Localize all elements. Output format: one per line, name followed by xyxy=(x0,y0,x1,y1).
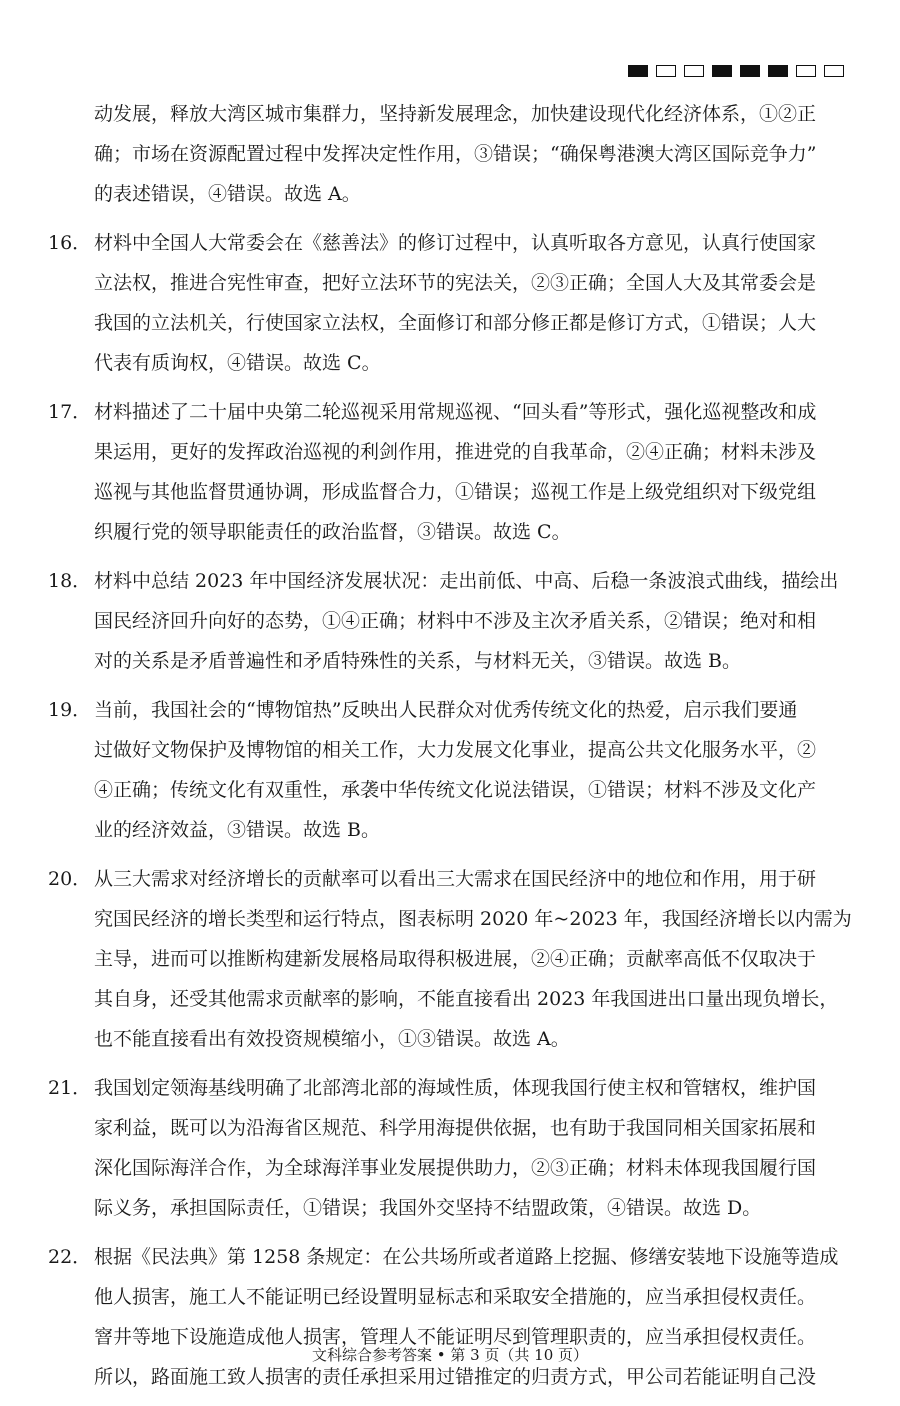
line-text: 立法权，推进合宪性审查，把好立法环节的宪法关，②③正确；全国人大及其常委会是 xyxy=(94,272,817,294)
text-line xyxy=(48,512,852,552)
text-line xyxy=(48,263,852,303)
line-text: 根据《民法典》第 1258 条规定：在公共场所或者道路上挖掘、修缮安装地下设施等造成 xyxy=(94,1246,839,1268)
line-text: 我国划定领海基线明确了北部湾北部的海域性质，体现我国行使主权和管辖权，维护国 xyxy=(94,1077,817,1099)
answer-paragraph xyxy=(48,690,852,850)
text-line xyxy=(48,979,852,1019)
text-line xyxy=(48,1188,852,1228)
line-text: 窨井等地下设施造成他人损害，管理人不能证明尽到管理职责的，应当承担侵权责任。 xyxy=(94,1326,817,1348)
answer-paragraph xyxy=(48,1068,852,1228)
header-mark-empty xyxy=(684,65,704,77)
line-text: 材料中总结 2023 年中国经济发展状况：走出前低、中高、后稳一条波浪式曲线，描绘出 xyxy=(94,570,839,592)
answer-paragraph xyxy=(48,392,852,552)
answer-paragraph-continued xyxy=(48,94,852,214)
line-text: 其自身，还受其他需求贡献率的影响，不能直接看出 2023 年我国进出口量出现负增长， xyxy=(94,988,839,1010)
line-text: 国民经济回升向好的态势，①④正确；材料中不涉及主次矛盾关系，②错误；绝对和相 xyxy=(94,610,817,632)
text-line xyxy=(48,1148,852,1188)
text-line xyxy=(48,1237,852,1277)
text-line xyxy=(48,770,852,810)
text-line xyxy=(48,392,852,432)
line-text: 代表有质询权，④错误。故选 C。 xyxy=(94,352,381,374)
line-text: 对的关系是矛盾普遍性和矛盾特殊性的关系，与材料无关，③错误。故选 B。 xyxy=(94,650,742,672)
answer-paragraph xyxy=(48,1237,852,1397)
text-line xyxy=(48,899,852,939)
text-line xyxy=(48,1277,852,1317)
text-line xyxy=(48,859,852,899)
line-text: 所以，路面施工致人损害的责任承担采用过错推定的归责方式，甲公司若能证明自己没 xyxy=(94,1366,817,1388)
answer-paragraph xyxy=(48,859,852,1059)
text-line xyxy=(48,561,852,601)
text-line xyxy=(48,223,852,263)
line-text: 过做好文物保护及博物馆的相关工作，大力发展文化事业，提高公共文化服务水平，② xyxy=(94,739,817,761)
question-number: 21． xyxy=(48,1077,92,1099)
header-mark-empty xyxy=(656,65,676,77)
text-line xyxy=(48,641,852,681)
text-line xyxy=(48,134,852,174)
line-text: 业的经济效益，③错误。故选 B。 xyxy=(94,819,381,841)
text-line xyxy=(48,730,852,770)
answer-paragraph xyxy=(48,561,852,681)
line-text: 主导，进而可以推断构建新发展格局取得积极进展，②④正确；贡献率高低不仅取决于 xyxy=(94,948,817,970)
line-text: 究国民经济的增长类型和运行特点，图表标明 2020 年~2023 年，我国经济增长以内需为 xyxy=(94,908,852,930)
text-line xyxy=(48,690,852,730)
question-number: 18． xyxy=(48,570,92,592)
line-text: 材料描述了二十届中央第二轮巡视采用常规巡视、“回头看”等形式，强化巡视整改和成 xyxy=(94,401,817,423)
line-text: 我国的立法机关，行使国家立法权，全面修订和部分修正都是修订方式，①错误；人大 xyxy=(94,312,817,334)
header-mark-filled xyxy=(768,65,788,77)
page-footer: 文科综合参考答案 • 第 3 页（共 10 页） xyxy=(311,1346,589,1364)
question-number: 20． xyxy=(48,868,92,890)
line-text: 他人损害，施工人不能证明已经设置明显标志和采取安全措施的，应当承担侵权责任。 xyxy=(94,1286,817,1308)
line-text: 际义务，承担国际责任，①错误；我国外交坚持不结盟政策，④错误。故选 D。 xyxy=(94,1197,762,1219)
header-mark-empty xyxy=(824,65,844,77)
line-text: 材料中全国人大常委会在《慈善法》的修订过程中，认真听取各方意见，认真行使国家 xyxy=(94,232,817,254)
text-line xyxy=(48,601,852,641)
text-line xyxy=(48,810,852,850)
text-line xyxy=(48,94,852,134)
line-text: 当前，我国社会的“博物馆热”反映出人民群众对优秀传统文化的热爱，启示我们要通 xyxy=(94,699,798,721)
text-line xyxy=(48,1108,852,1148)
line-text: 深化国际海洋合作，为全球海洋事业发展提供助力，②③正确；材料未体现我国履行国 xyxy=(94,1157,817,1179)
line-text: 家利益，既可以为沿海省区规范、科学用海提供依据，也有助于我国同相关国家拓展和 xyxy=(94,1117,817,1139)
question-number: 17． xyxy=(48,401,92,423)
line-text: 从三大需求对经济增长的贡献率可以看出三大需求在国民经济中的地位和作用，用于研 xyxy=(94,868,817,890)
text-line xyxy=(48,472,852,512)
question-number: 16． xyxy=(48,232,92,254)
text-line xyxy=(48,1019,852,1059)
answer-paragraph xyxy=(48,223,852,383)
line-text: 也不能直接看出有效投资规模缩小，①③错误。故选 A。 xyxy=(94,1028,570,1050)
text-line xyxy=(48,174,852,214)
line-text: 织履行党的领导职能责任的政治监督，③错误。故选 C。 xyxy=(94,521,571,543)
header-mark-filled xyxy=(628,65,648,77)
header-marks xyxy=(628,65,844,77)
header-mark-filled xyxy=(712,65,732,77)
line-text: 的表述错误，④错误。故选 A。 xyxy=(94,183,361,205)
text-line xyxy=(48,939,852,979)
question-number: 22． xyxy=(48,1246,92,1268)
text-line xyxy=(48,1068,852,1108)
line-text: 巡视与其他监督贯通协调，形成监督合力，①错误；巡视工作是上级党组织对下级党组 xyxy=(94,481,817,503)
header-mark-empty xyxy=(796,65,816,77)
line-text: 确；市场在资源配置过程中发挥决定性作用，③错误；“确保粤港澳大湾区国际竞争力” xyxy=(94,143,817,165)
line-text: 果运用，更好的发挥政治巡视的利剑作用，推进党的自我革命，②④正确；材料未涉及 xyxy=(94,441,817,463)
text-line xyxy=(48,432,852,472)
question-number: 19． xyxy=(48,699,92,721)
line-text: 动发展，释放大湾区城市集群力，坚持新发展理念，加快建设现代化经济体系，①②正 xyxy=(94,103,817,125)
text-line xyxy=(48,303,852,343)
text-line xyxy=(48,343,852,383)
answer-content xyxy=(48,94,852,1406)
header-mark-filled xyxy=(740,65,760,77)
line-text: ④正确；传统文化有双重性，承袭中华传统文化说法错误，①错误；材料不涉及文化产 xyxy=(94,779,817,801)
